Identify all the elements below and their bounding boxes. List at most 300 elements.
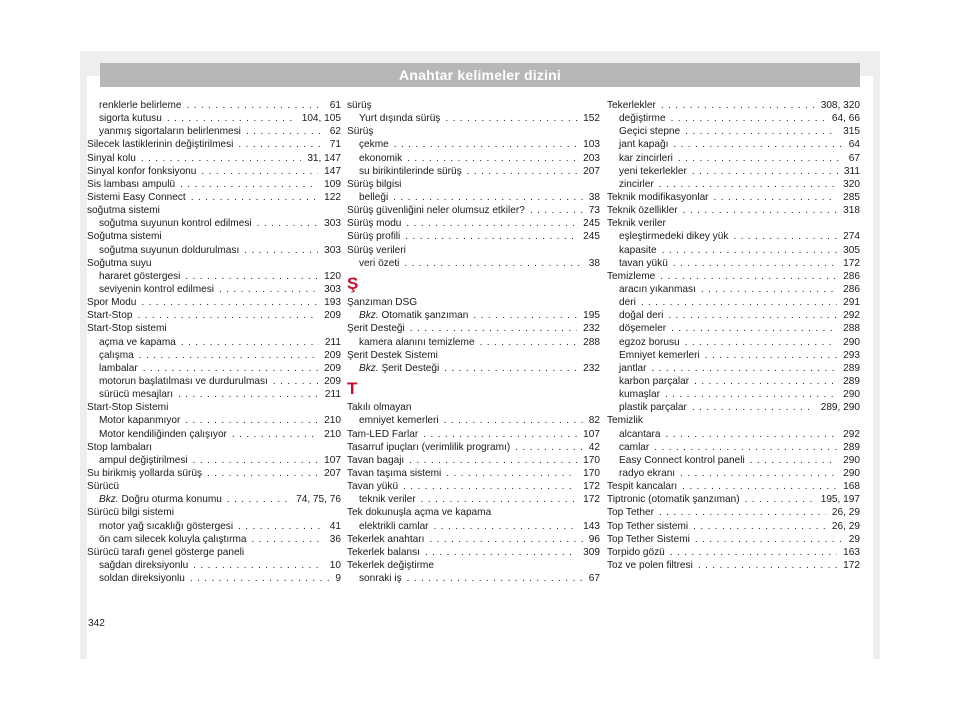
page-reference[interactable]: 211 (324, 389, 341, 401)
entry-text: tavan yükü (619, 257, 668, 269)
entry-text: Top Tether (607, 507, 654, 519)
entry-text: eşleştirmedeki dikey yük (619, 231, 729, 243)
page-reference[interactable]: 245 (583, 218, 600, 230)
entry-text: Tekerlek değiştirme (347, 559, 434, 571)
entry-text: Sürüş modu (347, 218, 402, 230)
page-reference[interactable]: 36 (329, 533, 341, 545)
page-reference[interactable]: 292 (843, 310, 860, 322)
index-entry (87, 204, 341, 217)
entry-text: Tespit kancaları (607, 481, 678, 493)
index-subentry (87, 533, 341, 546)
page-reference[interactable]: 309 (583, 546, 600, 558)
dot-leader (403, 480, 577, 493)
dot-leader (698, 559, 837, 572)
page-reference[interactable]: 232 (583, 362, 600, 374)
dot-leader (429, 533, 582, 546)
entry-label: Doğru oturma konumu (121, 494, 222, 506)
index-subentry (347, 112, 600, 125)
index-subentry (607, 138, 860, 151)
index-subentry (607, 454, 860, 467)
entry-text: Teknik özellikler (607, 205, 678, 217)
index-entry (607, 493, 860, 506)
page-reference[interactable]: 172 (583, 481, 600, 493)
page-reference[interactable]: 61 (329, 100, 341, 111)
index-entry (607, 559, 860, 572)
index-entry (607, 204, 860, 217)
index-entry (347, 559, 600, 572)
page-reference[interactable]: 67 (848, 152, 860, 164)
entry-text: kar zincirleri (619, 152, 673, 164)
page-reference[interactable]: 26, 29 (831, 507, 860, 519)
dot-leader (666, 428, 838, 441)
index-subentry (607, 283, 860, 296)
entry-text: motor yağ sıcaklığı göstergesi (99, 520, 234, 532)
entry-text: Start-Stop sistemi (87, 323, 167, 335)
page-reference[interactable]: 172 (843, 257, 860, 269)
index-subentry (607, 296, 860, 309)
index-entry (87, 296, 341, 309)
index-entry (87, 480, 341, 493)
index-subentry (347, 309, 600, 322)
page-reference[interactable]: 232 (583, 323, 600, 335)
page-reference[interactable]: 109 (324, 178, 341, 190)
dot-leader (193, 559, 324, 572)
entry-text: soğutma sistemi (87, 205, 160, 217)
index-entry (347, 467, 600, 480)
page-reference[interactable]: 289 (843, 362, 860, 374)
entry-text: Sistemi Easy Connect (87, 191, 186, 203)
entry-text: Motor kendiliğinden çalışıyor (99, 428, 227, 440)
page-reference[interactable]: 29 (848, 533, 860, 545)
page-reference[interactable]: 289 (843, 375, 860, 387)
index-entry (607, 520, 860, 533)
page-reference[interactable]: 195, 197 (820, 494, 860, 506)
entry-text: çalışma (99, 349, 134, 361)
entry-text: Sürüş profili (347, 231, 401, 243)
entry-text: veri özeti (359, 257, 400, 269)
index-subentry (607, 178, 860, 191)
page-reference[interactable]: 64, 66 (831, 113, 860, 125)
dot-leader (662, 244, 838, 257)
dot-leader (750, 454, 837, 467)
dot-leader (685, 336, 838, 349)
index-subentry (607, 375, 860, 388)
page-reference[interactable]: 207 (324, 467, 341, 479)
entry-text: Motor kapanmıyor (99, 415, 181, 427)
index-entry (87, 441, 341, 454)
page-reference[interactable]: 286 (843, 283, 860, 295)
index-entry (607, 217, 860, 230)
index-subentry (347, 138, 600, 151)
dot-leader (659, 506, 826, 519)
page-reference[interactable]: 293 (843, 349, 860, 361)
page-reference[interactable]: 308, 320 (820, 100, 860, 111)
page-reference[interactable]: 107 (583, 428, 600, 440)
entry-text: Sürüş güvenliğini neler olumsuz etkiler? (347, 205, 525, 217)
page-reference[interactable]: 315 (843, 126, 860, 138)
page-reference[interactable]: 107 (324, 454, 341, 466)
page-reference[interactable]: 303 (324, 244, 341, 256)
page-reference[interactable]: 31, 147 (307, 152, 341, 164)
entry-text: Tiptronic (otomatik şanzıman) (607, 494, 740, 506)
dot-leader (139, 349, 318, 362)
index-letter-heading: Ş (347, 273, 359, 293)
dot-leader (207, 467, 318, 480)
dot-leader (654, 441, 837, 454)
entry-text: Silecek lastiklerinin değiştirilmesi (87, 139, 234, 151)
see-also-prefix: Bkz. (359, 362, 379, 374)
index-entry (87, 178, 341, 191)
dot-leader (404, 257, 582, 270)
dot-leader (421, 493, 578, 506)
entry-text: seviyenin kontrol edilmesi (99, 283, 215, 295)
dot-leader (652, 362, 838, 375)
page-reference[interactable]: 172 (583, 494, 600, 506)
index-entry (87, 309, 341, 322)
index-subentry (347, 336, 600, 349)
index-subentry (347, 165, 600, 178)
dot-leader (137, 309, 318, 322)
entry-text: Tekerlekler (607, 100, 656, 111)
page-reference[interactable]: 168 (843, 481, 860, 493)
entry-text: Takılı olmayan (347, 402, 412, 414)
dot-leader (238, 138, 323, 151)
dot-leader (410, 322, 577, 335)
dot-leader (515, 441, 583, 454)
page-reference[interactable]: 122 (324, 191, 341, 203)
page-reference[interactable]: 209 (324, 349, 341, 361)
dot-leader (273, 375, 318, 388)
entry-text: renklerle belirleme (99, 100, 182, 111)
index-entry (347, 401, 600, 414)
index-subentry (87, 283, 341, 296)
page-reference[interactable]: 210 (324, 415, 341, 427)
index-subentry (87, 428, 341, 441)
page-reference[interactable]: 71 (329, 139, 341, 151)
dot-leader (673, 138, 842, 151)
dot-leader (141, 152, 301, 165)
index-entry (87, 467, 341, 480)
entry-text: çekme (359, 139, 389, 151)
page-reference[interactable]: 290 (843, 467, 860, 479)
dot-leader (701, 283, 837, 296)
page-reference[interactable]: 172 (843, 559, 860, 571)
index-subentry (87, 559, 341, 572)
page-reference[interactable]: 211 (324, 336, 341, 348)
index-column-2 (347, 99, 600, 585)
index-entry (347, 349, 600, 362)
index-entry (347, 217, 600, 230)
page-reference[interactable]: 193 (324, 297, 341, 309)
dot-leader (671, 112, 826, 125)
entry-text (359, 362, 439, 375)
entry-text: Şanzıman DSG (347, 297, 418, 309)
entry-text: karbon parçalar (619, 375, 690, 387)
page-reference[interactable]: 170 (583, 454, 600, 466)
entry-text: Tavan bagajı (347, 454, 405, 466)
dot-leader (405, 230, 577, 243)
entry-text: Teknik veriler (607, 218, 666, 230)
dot-leader (252, 533, 324, 546)
index-entry (607, 414, 860, 427)
entry-text: Su birikmiş yollarda sürüş (87, 467, 202, 479)
page-reference[interactable]: 74, 75, 76 (296, 494, 341, 506)
page-reference[interactable]: 163 (843, 546, 860, 558)
entry-text: Tam-LED Farlar (347, 428, 419, 440)
dot-leader (683, 204, 837, 217)
dot-leader (671, 322, 837, 335)
index-subentry (607, 428, 860, 441)
index-entry (607, 270, 860, 283)
dot-leader (407, 572, 583, 585)
page-reference[interactable]: 292 (843, 428, 860, 440)
entry-text: Temizleme (607, 270, 656, 282)
page-reference[interactable]: 9 (335, 573, 341, 585)
index-subentry (607, 401, 860, 414)
page-reference[interactable]: 10 (329, 559, 341, 571)
dot-leader (201, 165, 318, 178)
index-subentry (87, 493, 341, 506)
entry-text: Sürüş bilgisi (347, 178, 402, 190)
page-reference[interactable]: 67 (588, 573, 600, 585)
dot-leader (473, 309, 577, 322)
page-reference[interactable]: 305 (843, 244, 860, 256)
page-reference[interactable]: 209 (324, 375, 341, 387)
page-title: Anahtar kelimeler dizini (100, 63, 860, 87)
index-subentry (87, 270, 341, 283)
index-entry (607, 506, 860, 519)
entry-text: açma ve kapama (99, 336, 176, 348)
page-reference[interactable]: 62 (329, 126, 341, 138)
page-reference[interactable]: 290 (843, 389, 860, 401)
index-subentry (607, 125, 860, 138)
index-subentry (607, 309, 860, 322)
entry-text: Temizlik (607, 415, 643, 427)
entry-label: Şerit Desteği (381, 362, 440, 374)
dot-leader (446, 467, 577, 480)
page-reference[interactable]: 303 (324, 283, 341, 295)
index-entry (607, 480, 860, 493)
index-subentry (607, 467, 860, 480)
entry-text: radyo ekranı (619, 467, 676, 479)
dot-leader (444, 414, 583, 427)
index-subentry (87, 336, 341, 349)
entry-text: Şerit Desteği (347, 323, 405, 335)
dot-leader (670, 546, 837, 559)
dot-leader (193, 454, 319, 467)
dot-leader (530, 204, 583, 217)
page-reference[interactable]: 42 (588, 441, 600, 453)
page-reference[interactable]: 82 (588, 415, 600, 427)
dot-leader (692, 165, 838, 178)
entry-text (99, 493, 222, 506)
dot-leader (445, 112, 577, 125)
entry-text: emniyet kemerleri (359, 415, 439, 427)
entry-text: Spor Modu (87, 297, 137, 309)
index-entry (347, 99, 600, 112)
entry-text: Yurt dışında sürüş (359, 113, 441, 125)
dot-leader (246, 125, 324, 138)
index-subentry (607, 322, 860, 335)
entry-text: ön cam silecek koluyla çalıştırma (99, 533, 247, 545)
dot-leader (682, 480, 837, 493)
index-subentry (87, 217, 341, 230)
index-entry (347, 454, 600, 467)
entry-text: Tavan taşıma sistemi (347, 467, 442, 479)
index-entry (607, 191, 860, 204)
index-entry (347, 230, 600, 243)
entry-text: sağdan direksiyonlu (99, 559, 189, 571)
index-subentry (607, 112, 860, 125)
page-reference[interactable]: 286 (843, 270, 860, 282)
see-also-prefix: Bkz. (359, 310, 379, 322)
page-reference[interactable]: 147 (324, 165, 341, 177)
entry-text: motorun başlatılması ve durdurulması (99, 375, 268, 387)
dot-leader (141, 296, 318, 309)
page-reference[interactable]: 320 (843, 178, 860, 190)
dot-leader (665, 388, 837, 401)
entry-text: Tasarruf ipuçları (verimlilik programı) (347, 441, 511, 453)
entry-text: Sürücü tarafı genel gösterge paneli (87, 546, 245, 558)
dot-leader (181, 336, 319, 349)
entry-text: Toz ve polen filtresi (607, 559, 693, 571)
index-subentry (347, 572, 600, 585)
entry-text: Sürüş verileri (347, 244, 406, 256)
entry-label: Otomatik şanzıman (381, 310, 469, 322)
entry-text: Top Tether sistemi (607, 520, 689, 532)
page-reference[interactable]: 288 (583, 336, 600, 348)
dot-leader (185, 270, 318, 283)
dot-leader (694, 375, 837, 388)
dot-leader (467, 165, 577, 178)
dot-leader (178, 388, 319, 401)
entry-text: Sis lambası ampulü (87, 178, 176, 190)
index-letter-heading: T (347, 378, 358, 398)
entry-text: ekonomik (359, 152, 403, 164)
page-reference[interactable]: 289 (843, 441, 860, 453)
index-entry (87, 401, 341, 414)
dot-leader (185, 414, 318, 427)
entry-text: yanmış sigortaların belirlenmesi (99, 126, 241, 138)
entry-text: Şerit Destek Sistemi (347, 349, 438, 361)
index-entry (347, 506, 600, 519)
dot-leader (641, 296, 837, 309)
dot-leader (673, 257, 837, 270)
index-entry (347, 322, 600, 335)
dot-leader (425, 546, 577, 559)
entry-text: sürücü mesajları (99, 389, 174, 401)
index-subentry (87, 112, 341, 125)
page-reference[interactable]: 291 (843, 297, 860, 309)
index-entry (607, 533, 860, 546)
page-reference[interactable]: 245 (583, 231, 600, 243)
index-subentry (87, 244, 341, 257)
page-reference[interactable]: 120 (324, 270, 341, 282)
index-entry (347, 533, 600, 546)
entry-text: teknik veriler (359, 494, 416, 506)
dot-leader (238, 520, 324, 533)
index-entry (87, 257, 341, 270)
index-subentry (87, 572, 341, 585)
entry-text: yeni tekerlekler (619, 165, 687, 177)
page-reference[interactable]: 285 (843, 191, 860, 203)
see-also-prefix: Bkz. (99, 494, 119, 506)
dot-leader (680, 467, 837, 480)
dot-leader (244, 244, 318, 257)
index-entry (87, 506, 341, 519)
index-subentry (347, 257, 600, 270)
page-reference[interactable]: 195 (583, 310, 600, 322)
page-reference[interactable]: 38 (588, 257, 600, 269)
entry-text (359, 309, 468, 322)
page-reference[interactable]: 38 (588, 191, 600, 203)
index-subentry (87, 375, 341, 388)
index-entry (87, 152, 341, 165)
index-subentry (607, 230, 860, 243)
entry-text: sürüş (347, 100, 372, 111)
entry-text: Tekerlek balansı (347, 546, 420, 558)
dot-leader (257, 217, 319, 230)
entry-text: Start-Stop (87, 310, 133, 322)
page-reference[interactable]: 209 (324, 362, 341, 374)
page-reference[interactable]: 170 (583, 467, 600, 479)
entry-text: Geçici stepne (619, 126, 681, 138)
page-reference[interactable]: 26, 29 (831, 520, 860, 532)
index-entry (607, 546, 860, 559)
index-subentry (87, 454, 341, 467)
page-reference[interactable]: 207 (583, 165, 600, 177)
entry-text: Emniyet kemerleri (619, 349, 700, 361)
page-reference[interactable]: 103 (583, 139, 600, 151)
page-reference[interactable]: 318 (843, 205, 860, 217)
page-reference[interactable]: 143 (583, 520, 600, 532)
page-reference[interactable]: 73 (588, 205, 600, 217)
dot-leader (167, 112, 296, 125)
entry-text: egzoz borusu (619, 336, 680, 348)
page-reference[interactable]: 290 (843, 454, 860, 466)
page-reference[interactable]: 274 (843, 231, 860, 243)
dot-leader (695, 533, 843, 546)
dot-leader (714, 191, 838, 204)
page-reference[interactable]: 104, 105 (301, 113, 341, 125)
entry-text: Sinyal konfor fonksiyonu (87, 165, 197, 177)
page-reference[interactable]: 96 (588, 533, 600, 545)
dot-leader (407, 152, 577, 165)
entry-text: su birikintilerinde sürüş (359, 165, 462, 177)
page-reference[interactable]: 41 (329, 520, 341, 532)
index-entry (347, 546, 600, 559)
page-reference[interactable]: 289, 290 (820, 402, 860, 414)
page-reference[interactable]: 203 (583, 152, 600, 164)
page-reference[interactable]: 288 (843, 323, 860, 335)
page-reference[interactable]: 210 (324, 428, 341, 440)
entry-text: Stop lambaları (87, 441, 153, 453)
page-reference[interactable]: 152 (583, 113, 600, 125)
page-reference[interactable]: 64 (848, 139, 860, 151)
page-reference[interactable]: 290 (843, 336, 860, 348)
index-column-1 (87, 99, 341, 585)
page-reference[interactable]: 303 (324, 218, 341, 230)
entry-text: belleği (359, 191, 389, 203)
page-reference[interactable]: 311 (843, 165, 860, 177)
page-reference[interactable]: 209 (324, 310, 341, 322)
entry-text: sigorta kutusu (99, 113, 162, 125)
dot-leader (219, 283, 318, 296)
dot-leader (659, 178, 837, 191)
page-number: 342 (88, 618, 105, 629)
entry-text: Easy Connect kontrol paneli (619, 454, 745, 466)
dot-leader (480, 336, 578, 349)
